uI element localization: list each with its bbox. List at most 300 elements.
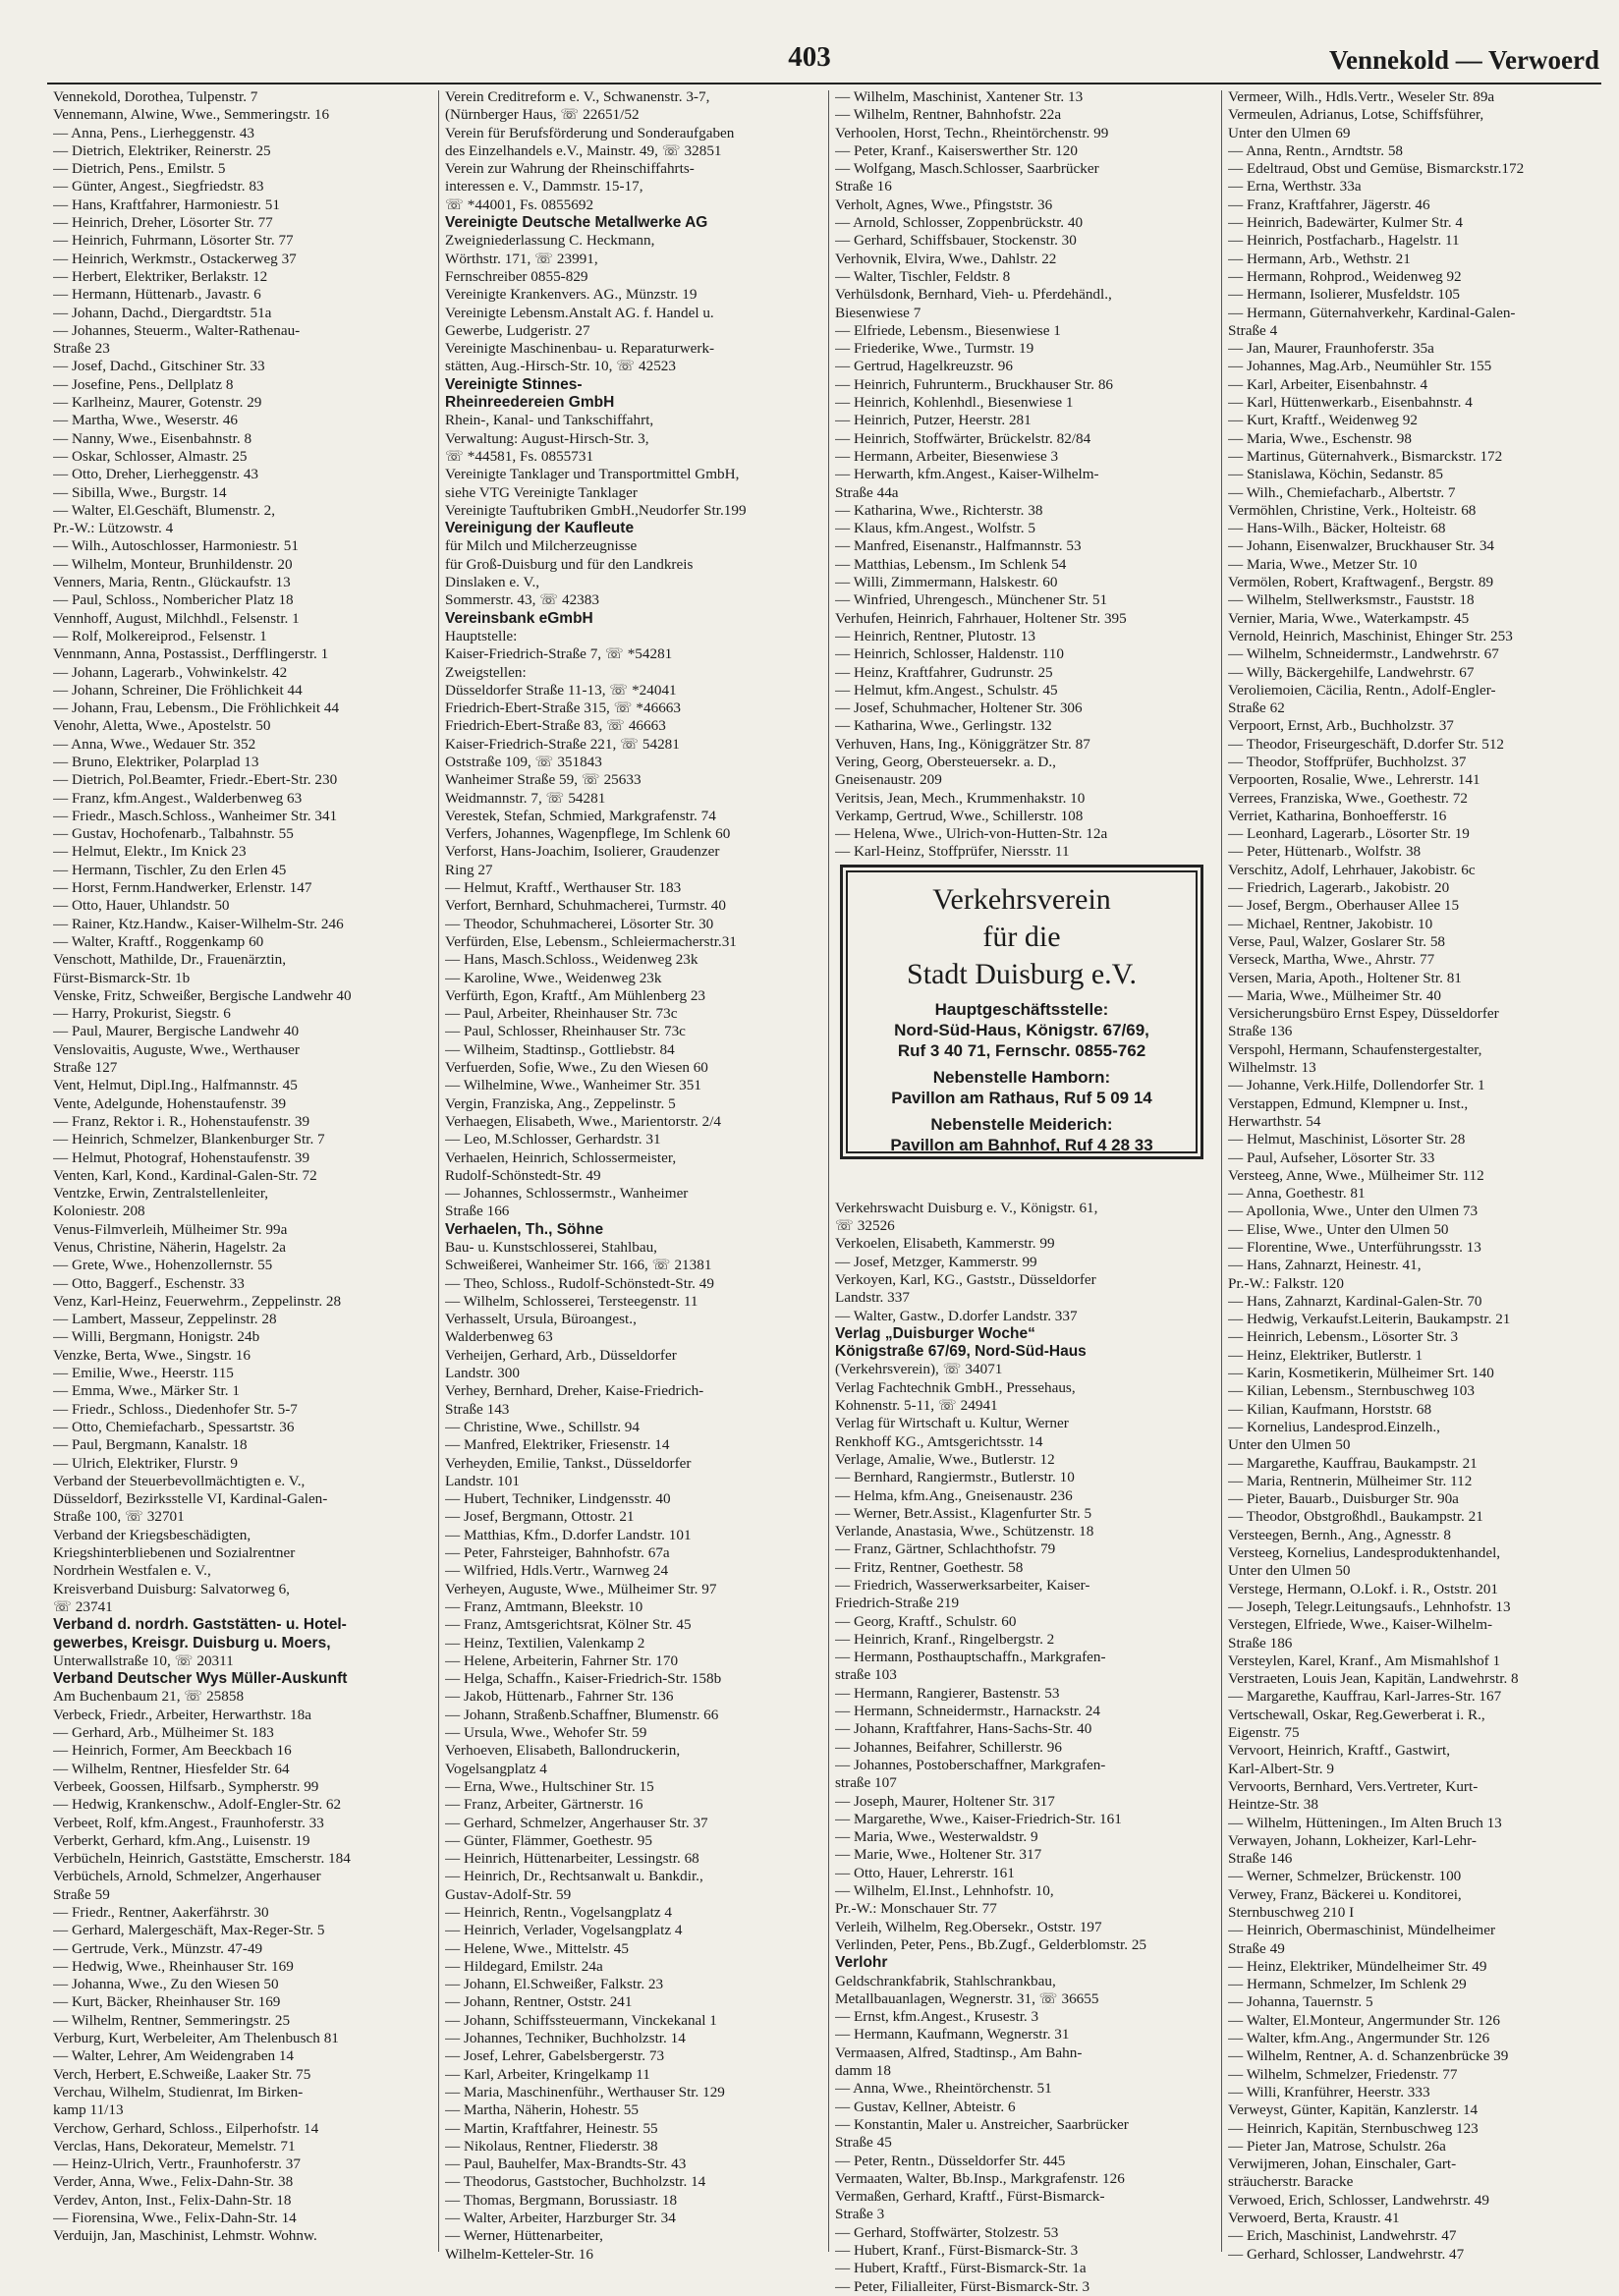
directory-entry: — Josef, Bergmann, Ottostr. 21	[445, 1508, 635, 1526]
directory-entry: — Paul, Aufseher, Lösorter Str. 33	[1228, 1148, 1435, 1166]
directory-entry: Vereinigte Krankenvers. AG., Münzstr. 19	[445, 286, 698, 304]
ad-branch-hamborn-label: Nebenstelle Hamborn:	[932, 1068, 1111, 1087]
directory-entry: — Johann, Rentner, Oststr. 241	[445, 1993, 633, 2011]
directory-entry: — Johann, Frau, Lebensm., Die Fröhlichkeit 44	[53, 700, 340, 717]
directory-entry: Verpoorten, Rosalie, Wwe., Lehrerstr. 141	[1228, 771, 1480, 789]
directory-entry: — Wilhelm, Rentner, Semmeringstr. 25	[53, 2011, 291, 2029]
column-divider	[438, 90, 439, 2252]
directory-entry: Verbeck, Friedr., Arbeiter, Herwarthstr. 18a	[53, 1706, 311, 1723]
directory-entry: — Matthias, Lebensm., Im Schlenk 54	[835, 555, 1067, 573]
directory-entry: — Walter, Lehrer, Am Weidengraben 14	[53, 2047, 295, 2065]
directory-entry: Versteegen, Bernh., Ang., Agnesstr. 8	[1228, 1526, 1451, 1543]
directory-entry: — Theodor, Obstgroßhdl., Baukampstr. 21	[1228, 1508, 1483, 1526]
directory-entry: Verburg, Kurt, Werbeleiter, Am Thelenbusch 81	[53, 2030, 339, 2047]
directory-entry: Verlohr	[835, 1954, 888, 1972]
directory-entry: Metallbauanlagen, Wegnerstr. 31, ☏ 36655	[835, 1989, 1099, 2007]
directory-entry: — Hans, Kraftfahrer, Harmoniestr. 51	[53, 196, 280, 213]
directory-entry: Vermaßen, Gerhard, Kraftf., Fürst-Bismarck-	[835, 2188, 1105, 2206]
directory-entry: Verwayen, Johann, Lokheizer, Karl-Lehr-	[1228, 1831, 1477, 1849]
directory-entry: — Wilh., Chemiefacharb., Albertstr. 7	[1228, 483, 1456, 501]
directory-entry: Versteylen, Karel, Kranf., Am Mismahlshof 1	[1228, 1652, 1501, 1669]
directory-entry: Verhasselt, Ursula, Büroangest.,	[445, 1311, 637, 1328]
directory-entry: Vogelsangplatz 4	[445, 1760, 547, 1777]
directory-entry: — Johannes, Beifahrer, Schillerstr. 96	[835, 1738, 1062, 1756]
directory-entry: Geldschrankfabrik, Stahlschrankbau,	[835, 1972, 1056, 1989]
directory-entry: Veroliemoien, Cäcilia, Rentn., Adolf-Engler-	[1228, 681, 1496, 699]
directory-entry: — Otto, Hauer, Lehrerstr. 161	[835, 1864, 1015, 1881]
directory-entry: Verriet, Katharina, Bonhoefferstr. 16	[1228, 807, 1447, 824]
directory-entry: — Helmut, Maschinist, Lösorter Str. 28	[1228, 1131, 1466, 1148]
directory-entry: Verfürden, Else, Lebensm., Schleiermacherstr.31	[445, 932, 737, 950]
directory-entry: Bau- u. Kunstschlosserei, Stahlbau,	[445, 1239, 657, 1256]
directory-entry: — Jan, Maurer, Fraunhoferstr. 35a	[1228, 340, 1434, 358]
directory-entry: — Johanna, Wwe., Zu den Wiesen 50	[53, 1976, 279, 1993]
directory-entry: Zweigstellen:	[445, 663, 527, 681]
directory-entry: — Heinrich, Rentner, Plutostr. 13	[835, 627, 1035, 644]
directory-entry: — Heinrich, Obermaschinist, Mündelheimer	[1228, 1922, 1496, 1939]
directory-entry: — Winfried, Uhrengesch., Münchener Str. 51	[835, 591, 1108, 609]
directory-entry: — Wilhelm, Schlosserei, Tersteegenstr. 11	[445, 1292, 698, 1310]
directory-entry: Venus-Filmverleih, Mülheimer Str. 99a	[53, 1220, 288, 1238]
directory-entry: — Johann, Eisenwalzer, Bruckhauser Str. 34	[1228, 537, 1495, 555]
directory-entry: — Willi, Bergmann, Honigstr. 24b	[53, 1328, 260, 1346]
directory-entry: — Gerhard, Arb., Mülheimer St. 183	[53, 1724, 274, 1742]
directory-entry: Verschitz, Adolf, Lehrhauer, Jakobistr. 6c	[1228, 861, 1476, 878]
directory-entry: — Helmut, Elektr., Im Knick 23	[53, 843, 247, 861]
directory-entry: — Hildegard, Emilstr. 24a	[445, 1957, 603, 1975]
directory-entry: Verestek, Stefan, Schmied, Markgrafenstr. 74	[445, 807, 716, 824]
directory-entry: — Willi, Kranführer, Heerstr. 333	[1228, 2083, 1430, 2100]
directory-entry: — Helene, Arbeiterin, Fahrner Str. 170	[445, 1652, 679, 1669]
directory-entry: Verse, Paul, Walzer, Goslarer Str. 58	[1228, 932, 1446, 950]
ad-main-office-address: Nord-Süd-Haus, Königstr. 67/69,	[894, 1021, 1149, 1039]
directory-entry: Verstraeten, Louis Jean, Kapitän, Landwehrstr. 8	[1228, 1670, 1519, 1688]
directory-entry: Verfuerden, Sofie, Wwe., Zu den Wiesen 60	[445, 1059, 708, 1077]
directory-entry: Verhülsdonk, Bernhard, Vieh- u. Pferdehändl.,	[835, 286, 1112, 304]
directory-entry: — Hedwig, Verkaufst.Leiterin, Baukampstr. 21	[1228, 1311, 1511, 1328]
directory-entry: — Wilfried, Hdls.Vertr., Warnweg 24	[445, 1562, 669, 1580]
directory-entry: — Manfred, Elektriker, Friesenstr. 14	[445, 1436, 670, 1454]
directory-entry: Verhoolen, Horst, Techn., Rheintörchenstr. 99	[835, 124, 1109, 141]
directory-entry: — Heinrich, Former, Am Beeckbach 16	[53, 1742, 292, 1760]
directory-entry: Verhovnik, Elvira, Wwe., Dahlstr. 22	[835, 250, 1057, 267]
directory-entry: — Johann, Lagerarb., Vohwinkelstr. 42	[53, 663, 288, 681]
directory-entry: — Hermann, Arbeiter, Biesenwiese 3	[835, 447, 1059, 465]
directory-entry: Verwoerd, Berta, Kraustr. 41	[1228, 2210, 1400, 2227]
directory-entry: Verhuven, Hans, Ing., Königgrätzer Str. 87	[835, 735, 1090, 753]
directory-entry: gewerbes, Kreisgr. Duisburg u. Moers,	[53, 1634, 331, 1652]
directory-entry: Vergin, Franziska, Ang., Zeppelinstr. 5	[445, 1094, 676, 1112]
directory-entry: Vermaaten, Walter, Bb.Insp., Markgrafenstr. 126	[835, 2169, 1125, 2187]
directory-entry: Vereinigte Deutsche Metallwerke AG	[445, 214, 708, 232]
directory-entry: — Karoline, Wwe., Weidenweg 23k	[445, 969, 662, 986]
directory-entry: Verberkt, Gerhard, kfm.Ang., Luisenstr. 19	[53, 1831, 310, 1849]
ad-title-line-3: Stadt Duisburg e.V.	[907, 958, 1137, 990]
ad-main-office-label: Hauptgeschäftsstelle:	[934, 1000, 1109, 1019]
directory-entry: — Dietrich, Elektriker, Reinerstr. 25	[53, 141, 271, 159]
directory-entry: — Paul, Schlosser, Rheinhauser Str. 73c	[445, 1023, 686, 1040]
directory-entry: — Walter, El.Geschäft, Blumenstr. 2,	[53, 501, 276, 519]
directory-entry: — Florentine, Wwe., Unterführungsstr. 13	[1228, 1239, 1481, 1256]
directory-entry: — Theodor, Stoffprüfer, Buchholzst. 37	[1228, 753, 1467, 770]
directory-entry: — Hermann, Rohprod., Weidenweg 92	[1228, 267, 1462, 285]
directory-entry: — Helmut, Photograf, Hohenstaufenstr. 39	[53, 1148, 310, 1166]
directory-entry: — Anna, Pens., Lierheggenstr. 43	[53, 124, 255, 141]
directory-entry: — Leonhard, Lagerarb., Lösorter Str. 19	[1228, 825, 1470, 843]
directory-entry: — Bruno, Elektriker, Polarplad 13	[53, 753, 259, 770]
directory-entry: Pr.-W.: Monschauer Str. 77	[835, 1900, 997, 1918]
directory-entry: — Franz, Rektor i. R., Hohenstaufenstr. 39	[53, 1112, 310, 1130]
directory-entry: — Martha, Näherin, Hohestr. 55	[445, 2101, 639, 2119]
directory-entry: — Josefine, Pens., Dellplatz 8	[53, 375, 234, 393]
directory-entry: — Hubert, Kraftf., Fürst-Bismarck-Str. 1a	[835, 2260, 1087, 2277]
directory-entry: — Christine, Wwe., Schillstr. 94	[445, 1418, 640, 1435]
directory-entry: — Konstantin, Maler u. Anstreicher, Saarbrücker	[835, 2115, 1129, 2133]
directory-entry: — Josef, Bergm., Oberhauser Allee 15	[1228, 897, 1460, 915]
directory-entry: Vervoort, Heinrich, Kraftf., Gastwirt,	[1228, 1742, 1451, 1760]
directory-entry: Verholt, Agnes, Wwe., Pfingststr. 36	[835, 196, 1053, 213]
directory-entry: — Dietrich, Pol.Beamter, Friedr.-Ebert-Str. 230	[53, 771, 338, 789]
directory-entry: — Jakob, Hüttenarb., Fahrner Str. 136	[445, 1688, 674, 1706]
directory-entry: — Maria, Wwe., Eschenstr. 98	[1228, 429, 1412, 447]
directory-entry: Kaiser-Friedrich-Straße 7, ☏ *54281	[445, 645, 673, 663]
directory-entry: — Wilhelm, Rentner, A. d. Schanzenbrücke 39	[1228, 2047, 1509, 2065]
directory-entry: Verstegen, Elfriede, Wwe., Kaiser-Wilhelm-	[1228, 1616, 1493, 1634]
ad-branch-meiderich-label: Nebenstelle Meiderich:	[930, 1115, 1113, 1134]
directory-entry: — Hedwig, Wwe., Rheinhauser Str. 169	[53, 1957, 294, 1975]
directory-entry: — Friedr., Rentner, Aakerfährstr. 30	[53, 1903, 269, 1921]
directory-entry: — Ursula, Wwe., Wehofer Str. 59	[445, 1724, 647, 1742]
directory-entry: — Kilian, Kaufmann, Horststr. 68	[1228, 1400, 1432, 1418]
directory-entry: — Maria, Maschinenführ., Werthauser Str. 129	[445, 2083, 725, 2100]
directory-entry: Venschott, Mathilde, Dr., Frauenärztin,	[53, 951, 287, 969]
directory-entry: — Emilie, Wwe., Heerstr. 115	[53, 1365, 234, 1382]
directory-entry: — Leo, M.Schlosser, Gerhardstr. 31	[445, 1131, 661, 1148]
directory-entry: — Martinus, Güternahverk., Bismarckstr. 172	[1228, 447, 1503, 465]
directory-entry: — Helga, Schaffn., Kaiser-Friedrich-Str. 158b	[445, 1670, 722, 1688]
directory-entry: — Johannes, Techniker, Buchholzstr. 14	[445, 2030, 686, 2047]
directory-entry: Verwijmeren, Johan, Einschaler, Gart-	[1228, 2156, 1457, 2173]
directory-entry: — Walter, Kraftf., Roggenkamp 60	[53, 932, 264, 950]
directory-entry: — Elfriede, Lebensm., Biesenwiese 1	[835, 321, 1061, 339]
directory-entry: — Hermann, Schneidermstr., Harnackstr. 24	[835, 1703, 1100, 1720]
directory-entry: ☏ 23741	[53, 1597, 113, 1615]
directory-entry: — Willy, Bäckergehilfe, Landwehrstr. 67	[1228, 663, 1475, 681]
directory-entry: — Ulrich, Elektriker, Flurstr. 9	[53, 1454, 238, 1472]
directory-entry: Verlande, Anastasia, Wwe., Schützenstr. 18	[835, 1523, 1094, 1540]
directory-entry: Venten, Karl, Kond., Kardinal-Galen-Str. 72	[53, 1166, 317, 1184]
directory-entry: — Katharina, Wwe., Richterstr. 38	[835, 501, 1043, 519]
directory-entry: — Gerhard, Schiffsbauer, Stockenstr. 30	[835, 232, 1077, 250]
directory-entry: — Johann, Schiffssteuermann, Vinckekanal 1	[445, 2011, 717, 2029]
directory-entry: — Heinrich, Kapitän, Sternbuschweg 123	[1228, 2119, 1479, 2137]
directory-entry: Wilhelmstr. 13	[1228, 1059, 1316, 1077]
directory-entry: Oststraße 109, ☏ 351843	[445, 753, 602, 770]
directory-entry: interessen e. V., Dammstr. 15-17,	[445, 178, 643, 196]
directory-entry: — Wilheim, Stadtinsp., Gottliebstr. 84	[445, 1040, 675, 1058]
directory-entry: — Hans, Masch.Schloss., Weidenweg 23k	[445, 951, 698, 969]
directory-entry: — Erna, Wwe., Hultschiner Str. 15	[445, 1777, 654, 1795]
directory-entry: Venohr, Aletta, Wwe., Apostelstr. 50	[53, 717, 271, 735]
directory-entry: — Martha, Wwe., Weserstr. 46	[53, 412, 239, 429]
directory-entry: Verhey, Bernhard, Dreher, Kaise-Friedrich-	[445, 1382, 704, 1400]
directory-entry: Venz, Karl-Heinz, Feuerwehrm., Zeppelinstr. 28	[53, 1292, 342, 1310]
directory-entry: — Walter, Gastw., D.dorfer Landstr. 337	[835, 1307, 1078, 1324]
directory-entry: — Theodorus, Gaststocher, Buchholzstr. 14	[445, 2173, 706, 2191]
directory-entry: Renkhoff KG., Amtsgerichtsstr. 14	[835, 1432, 1043, 1450]
directory-entry: — Hans, Zahnarzt, Kardinal-Galen-Str. 70	[1228, 1292, 1482, 1310]
ad-title-line-2: für die	[982, 921, 1061, 953]
directory-entry: Pr.-W.: Falkstr. 120	[1228, 1274, 1344, 1292]
directory-entry: ☏ *44001, Fs. 0855692	[445, 196, 594, 213]
ad-branch-meiderich-address: Pavillon am Bahnhof, Ruf 4 28 33	[890, 1136, 1153, 1154]
directory-entry: des Einzelhandels e.V., Mainstr. 49, ☏ 32851	[445, 141, 722, 159]
directory-entry: Versteeg, Anne, Wwe., Mülheimer Str. 112	[1228, 1166, 1484, 1184]
directory-entry: — Apollonia, Wwe., Unter den Ulmen 73	[1228, 1203, 1479, 1220]
directory-entry: — Katharina, Wwe., Gerlingstr. 132	[835, 717, 1052, 735]
directory-entry: Verhaelen, Th., Söhne	[445, 1220, 604, 1238]
directory-entry: — Pieter, Bauarb., Duisburger Str. 90a	[1228, 1490, 1459, 1508]
directory-entry: — Heinrich, Putzer, Heerstr. 281	[835, 412, 1032, 429]
directory-entry: — Elise, Wwe., Unter den Ulmen 50	[1228, 1220, 1449, 1238]
directory-entry: — Gustav, Hochofenarb., Talbahnstr. 55	[53, 825, 294, 843]
directory-entry: Vernold, Heinrich, Maschinist, Ehinger Str. 253	[1228, 627, 1513, 644]
directory-entry: Vermeer, Wilh., Hdls.Vertr., Weseler Str. 89a	[1228, 88, 1495, 105]
directory-entry: Ventzke, Erwin, Zentralstellenleiter,	[53, 1185, 269, 1203]
directory-entry: — Karin, Kosmetikerin, Mülheimer Srt. 140	[1228, 1365, 1494, 1382]
directory-entry: — Maria, Rentnerin, Mülheimer Str. 112	[1228, 1472, 1473, 1489]
directory-entry: — Walter, Tischler, Feldstr. 8	[835, 267, 1011, 285]
directory-entry: — Theodor, Schuhmacherei, Lösorter Str. 30	[445, 915, 714, 932]
directory-entry: — Anna, Wwe., Wedauer Str. 352	[53, 735, 256, 753]
directory-entry: Verlinden, Peter, Pens., Bb.Zugf., Gelderblomstr. 25	[835, 1935, 1147, 1953]
directory-entry: — Hermann, Arb., Wethstr. 21	[1228, 250, 1411, 267]
directory-entry: stätten, Aug.-Hirsch-Str. 10, ☏ 42523	[445, 358, 676, 375]
directory-entry: Königstraße 67/69, Nord-Süd-Haus	[835, 1343, 1087, 1361]
directory-entry: Verhufen, Heinrich, Fahrhauer, Holtener Str. 395	[835, 609, 1127, 627]
directory-entry: Veritsis, Jean, Mech., Krummenhakstr. 10	[835, 789, 1086, 807]
directory-entry: — Johann, Schreiner, Die Fröhlichkeit 44	[53, 681, 303, 699]
directory-entry: — Friedrich, Wasserwerksarbeiter, Kaiser-	[835, 1577, 1090, 1594]
directory-entry: Koloniestr. 208	[53, 1203, 145, 1220]
directory-entry: — Johannes, Mag.Arb., Neumühler Str. 155	[1228, 358, 1492, 375]
directory-entry: — Paul, Schloss., Nombericher Platz 18	[53, 591, 294, 609]
directory-entry: Vereinigte Lebensm.Anstalt AG. f. Handel u.	[445, 304, 714, 321]
directory-entry: Friedrich-Ebert-Straße 315, ☏ *46663	[445, 700, 681, 717]
directory-entry: Unter den Ulmen 50	[1228, 1562, 1351, 1580]
directory-entry: — Gustav, Kellner, Abteistr. 6	[835, 2098, 1016, 2115]
directory-entry: — Peter, Rentn., Düsseldorfer Str. 445	[835, 2152, 1066, 2169]
column-2	[445, 88, 822, 2264]
directory-entry: Vereinigte Tauftubriken GmbH.,Neudorfer Str.199	[445, 501, 747, 519]
directory-entry: — Peter, Fahrsteiger, Bahnhofstr. 67a	[445, 1544, 670, 1562]
directory-entry: Verstege, Hermann, O.Lokf. i. R., Oststr. 201	[1228, 1580, 1499, 1597]
directory-entry: Vertschewall, Oskar, Reg.Gewerberat i. R.,	[1228, 1706, 1485, 1723]
directory-entry: — Paul, Bergmann, Kanalstr. 18	[53, 1436, 248, 1454]
directory-entry: Unter den Ulmen 50	[1228, 1436, 1351, 1454]
directory-entry: Landstr. 337	[835, 1289, 910, 1307]
directory-entry: Straße 3	[835, 2206, 885, 2223]
directory-entry: — Helena, Wwe., Ulrich-von-Hutten-Str. 12a	[835, 825, 1108, 843]
directory-entry: — Gerhard, Stoffwärter, Stolzestr. 53	[835, 2223, 1059, 2241]
directory-entry: — Otto, Hauer, Uhlandstr. 50	[53, 897, 230, 915]
directory-entry: Landstr. 300	[445, 1365, 520, 1382]
directory-entry: Rheinreedereien GmbH	[445, 394, 615, 412]
directory-entry: — Gerhard, Schmelzer, Angerhauser Str. 37	[445, 1814, 708, 1831]
directory-entry: — Hermann, Rangierer, Bastenstr. 53	[835, 1684, 1060, 1702]
directory-entry: — Wilhelm, Stellwerksmstr., Fauststr. 18	[1228, 591, 1475, 609]
directory-entry: Zweigniederlassung C. Heckmann,	[445, 232, 655, 250]
directory-entry: — Maria, Wwe., Westerwaldstr. 9	[835, 1828, 1038, 1846]
directory-entry: — Herbert, Elektriker, Berlakstr. 12	[53, 267, 268, 285]
directory-entry: Kriegshinterbliebenen und Sozialrentner	[53, 1544, 296, 1562]
directory-entry: — Erich, Maschinist, Landwehrstr. 47	[1228, 2227, 1457, 2245]
directory-entry: Schweißerei, Wanheimer Str. 166, ☏ 21381	[445, 1257, 712, 1274]
directory-entry: — Friedr., Schloss., Diedenhofer Str. 5-7	[53, 1400, 298, 1418]
directory-entry: Vereinigung der Kaufleute	[445, 520, 635, 537]
directory-entry: Versen, Maria, Apoth., Holtener Str. 81	[1228, 969, 1462, 986]
directory-entry: Verkamp, Gertrud, Wwe., Schillerstr. 108	[835, 807, 1084, 824]
directory-entry: — Hermann, Güternahverkehr, Kardinal-Galen-	[1228, 304, 1516, 321]
directory-entry: Verch, Herbert, E.Schweiße, Laaker Str. 75	[53, 2065, 311, 2083]
directory-entry: Herwarthstr. 54	[1228, 1112, 1321, 1130]
page-range-header: Vennekold — Verwoerd	[1328, 45, 1599, 75]
directory-entry: — Heinz, Kraftfahrer, Gudrunstr. 25	[835, 663, 1053, 681]
directory-entry: straße 107	[835, 1774, 897, 1792]
directory-entry: Fürst-Bismarck-Str. 1b	[53, 969, 191, 986]
directory-entry: — Günter, Flämmer, Goethestr. 95	[445, 1831, 652, 1849]
directory-entry: Gewerbe, Ludgeristr. 27	[445, 321, 590, 339]
directory-entry: — Hermann, Tischler, Zu den Erlen 45	[53, 861, 287, 878]
ad-title-line-1: Verkehrsverein	[932, 883, 1111, 916]
directory-entry: — Johanna, Tauernstr. 5	[1228, 1993, 1373, 2011]
directory-entry: Verband der Steuerbevollmächtigten e. V.,	[53, 1472, 306, 1489]
directory-entry: — Rainer, Ktz.Handw., Kaiser-Wilhelm-Str. 246	[53, 915, 344, 932]
directory-entry: — Theo, Schloss., Rudolf-Schönstedt-Str. 49	[445, 1274, 714, 1292]
directory-entry: Straße 59	[53, 1885, 110, 1903]
directory-entry: Verhaelen, Heinrich, Schlossermeister,	[445, 1148, 677, 1166]
directory-entry: Verkehrswacht Duisburg e. V., Königstr. 61,	[835, 1199, 1098, 1216]
directory-entry: — Heinrich, Kranf., Ringelbergstr. 2	[835, 1630, 1055, 1648]
directory-entry: — Heinrich, Stoffwärter, Brückelstr. 82/84	[835, 429, 1091, 447]
directory-entry: — Wilhelmine, Wwe., Wanheimer Str. 351	[445, 1077, 701, 1094]
directory-entry: Verhaegen, Elisabeth, Wwe., Marientorstr. 2/4	[445, 1112, 722, 1130]
directory-entry: — Heinrich, Verlader, Vogelsangplatz 4	[445, 1922, 683, 1939]
directory-entry: Verbücheln, Heinrich, Gaststätte, Emscherstr. 184	[53, 1850, 351, 1868]
directory-entry: — Emma, Wwe., Märker Str. 1	[53, 1382, 240, 1400]
directory-entry: (Verkehrsverein), ☏ 34071	[835, 1361, 1003, 1378]
directory-entry: Verwoed, Erich, Schlosser, Landwehrstr. 49	[1228, 2191, 1489, 2209]
column-3	[835, 88, 1212, 2296]
directory-entry: — Heinrich, Schlosser, Haldenstr. 110	[835, 645, 1064, 663]
directory-entry: — Johannes, Steuerm., Walter-Rathenau-	[53, 321, 301, 339]
directory-entry: Vermöhlen, Christine, Verk., Holteistr. 68	[1228, 501, 1477, 519]
directory-entry: Verdev, Anton, Inst., Felix-Dahn-Str. 18	[53, 2191, 292, 2209]
directory-entry: — Wilhelm, Schneidermstr., Landwehrstr. 67	[1228, 645, 1499, 663]
directory-entry: Vereinigte Maschinenbau- u. Reparaturwerk-	[445, 340, 715, 358]
directory-entry: — Peter, Hüttenarb., Wolfstr. 38	[1228, 843, 1422, 861]
directory-entry: — Grete, Wwe., Hohenzollernstr. 55	[53, 1257, 273, 1274]
directory-entry: — Karl, Hüttenwerkarb., Eisenbahnstr. 4	[1228, 394, 1473, 412]
directory-entry: — Erna, Werthstr. 33a	[1228, 178, 1362, 196]
directory-entry: — Paul, Arbeiter, Rheinhauser Str. 73c	[445, 1005, 678, 1023]
directory-entry: — Helmut, Kraftf., Werthauser Str. 183	[445, 879, 682, 897]
directory-entry: — Werner, Betr.Assist., Klagenfurter Str. 5	[835, 1504, 1092, 1522]
directory-entry: — Hermann, Hüttenarb., Javastr. 6	[53, 286, 261, 304]
column-divider	[1221, 90, 1222, 2252]
directory-entry: Verstappen, Edmund, Klempner u. Inst.,	[1228, 1094, 1469, 1112]
directory-entry: — Wilhelm, Rentner, Bahnhofstr. 22a	[835, 106, 1062, 124]
directory-entry: Vernier, Maria, Wwe., Waterkampstr. 45	[1228, 609, 1470, 627]
directory-entry: — Heinz, Textilien, Valenkamp 2	[445, 1634, 645, 1652]
directory-entry: Verrees, Franziska, Wwe., Goethestr. 72	[1228, 789, 1468, 807]
directory-entry: — Helene, Wwe., Mittelstr. 45	[445, 1939, 629, 1957]
directory-entry: — Heinrich, Kohlenhdl., Biesenwiese 1	[835, 394, 1074, 412]
directory-entry: — Franz, kfm.Angest., Walderbenweg 63	[53, 789, 303, 807]
directory-entry: Verforst, Hans-Joachim, Isolierer, Graudenzer	[445, 843, 720, 861]
directory-entry: Walderbenweg 63	[445, 1328, 553, 1346]
directory-entry: Straße 186	[1228, 1634, 1293, 1652]
directory-entry: Straße 143	[445, 1400, 510, 1418]
directory-entry: Straße 44a	[835, 483, 899, 501]
directory-entry: — Kurt, Kraftf., Weidenweg 92	[1228, 412, 1418, 429]
directory-entry: — Kurt, Bäcker, Rheinhauser Str. 169	[53, 1993, 281, 2011]
directory-entry: für Groß-Duisburg und für den Landkreis	[445, 555, 694, 573]
directory-entry: Vent, Helmut, Dipl.Ing., Halfmannstr. 45	[53, 1077, 298, 1094]
directory-entry: — Kornelius, Landesprod.Einzelh.,	[1228, 1418, 1440, 1435]
directory-entry: — Anna, Wwe., Rheintörchenstr. 51	[835, 2080, 1052, 2098]
directory-entry: — Bernhard, Rangiermstr., Butlerstr. 10	[835, 1469, 1075, 1486]
directory-entry: — Friedrich, Lagerarb., Jakobistr. 20	[1228, 879, 1450, 897]
directory-entry: Verchow, Gerhard, Schloss., Eilperhofstr. 14	[53, 2119, 319, 2137]
directory-entry: — Karl-Heinz, Stoffprüfer, Niersstr. 11	[835, 843, 1070, 861]
directory-entry: Verbeek, Goossen, Hilfsarb., Sympherstr. 99	[53, 1777, 319, 1795]
directory-entry: — Paul, Bauhelfer, Max-Brandts-Str. 43	[445, 2156, 687, 2173]
directory-entry: — Hans, Zahnarzt, Heinestr. 41,	[1228, 1257, 1422, 1274]
directory-entry: Vermaasen, Alfred, Stadtinsp., Am Bahn-	[835, 2044, 1083, 2061]
directory-entry: Weidmannstr. 7, ☏ 54281	[445, 789, 606, 807]
directory-entry: sträucherstr. Baracke	[1228, 2173, 1354, 2191]
directory-entry: — Wolfgang, Masch.Schlosser, Saarbrücker	[835, 160, 1099, 178]
directory-entry: — Werner, Hüttenarbeiter,	[445, 2227, 603, 2245]
directory-entry: Verband Deutscher Wys Müller-Auskunft	[53, 1670, 348, 1688]
directory-entry: — Walter, kfm.Ang., Angermunder Str. 126	[1228, 2030, 1490, 2047]
directory-entry: Vennmann, Anna, Postassist., Derfflingerstr. 1	[53, 645, 329, 663]
directory-entry: — Gertrude, Verk., Münzstr. 47-49	[53, 1939, 263, 1957]
directory-entry: Verleih, Wilhelm, Reg.Obersekr., Oststr. 197	[835, 1918, 1102, 1935]
directory-entry: — Johannes, Postoberschaffner, Markgrafen-	[835, 1756, 1106, 1773]
directory-entry: — Klaus, kfm.Angest., Wolfstr. 5	[835, 520, 1035, 537]
directory-entry: Wilhelm-Ketteler-Str. 16	[445, 2245, 593, 2263]
directory-entry: Straße 136	[1228, 1023, 1293, 1040]
directory-entry: Heintze-Str. 38	[1228, 1796, 1318, 1814]
directory-entry: Wanheimer Straße 59, ☏ 25633	[445, 771, 642, 789]
directory-entry: — Wilhelm, Hütteningen., Im Alten Bruch 13	[1228, 1814, 1502, 1831]
directory-entry: Verbüchels, Arnold, Schmelzer, Angerhauser	[53, 1868, 321, 1885]
directory-entry: — Fiorensina, Wwe., Felix-Dahn-Str. 14	[53, 2210, 297, 2227]
directory-entry: Verfort, Bernhard, Schuhmacherei, Turmstr. 40	[445, 897, 726, 915]
directory-entry: Verweyst, Günter, Kapitän, Kanzlerstr. 14	[1228, 2101, 1479, 2119]
directory-entry: — Hubert, Techniker, Lindgensstr. 40	[445, 1490, 671, 1508]
directory-entry: für Milch und Milcherzeugnisse	[445, 537, 638, 555]
directory-entry: ☏ 32526	[835, 1217, 895, 1235]
directory-entry: — Heinrich, Hüttenarbeiter, Lessingstr. 68	[445, 1850, 699, 1868]
directory-entry: — Wilhelm, Schmelzer, Friedenstr. 77	[1228, 2065, 1458, 2083]
directory-entry: — Heinrich, Schmelzer, Blankenburger Str. 7	[53, 1131, 325, 1148]
directory-entry: Verchau, Wilhelm, Studienrat, Im Birken-	[53, 2083, 304, 2100]
directory-entry: — Otto, Dreher, Lierheggenstr. 43	[53, 466, 259, 483]
page-number: 403	[788, 41, 831, 73]
